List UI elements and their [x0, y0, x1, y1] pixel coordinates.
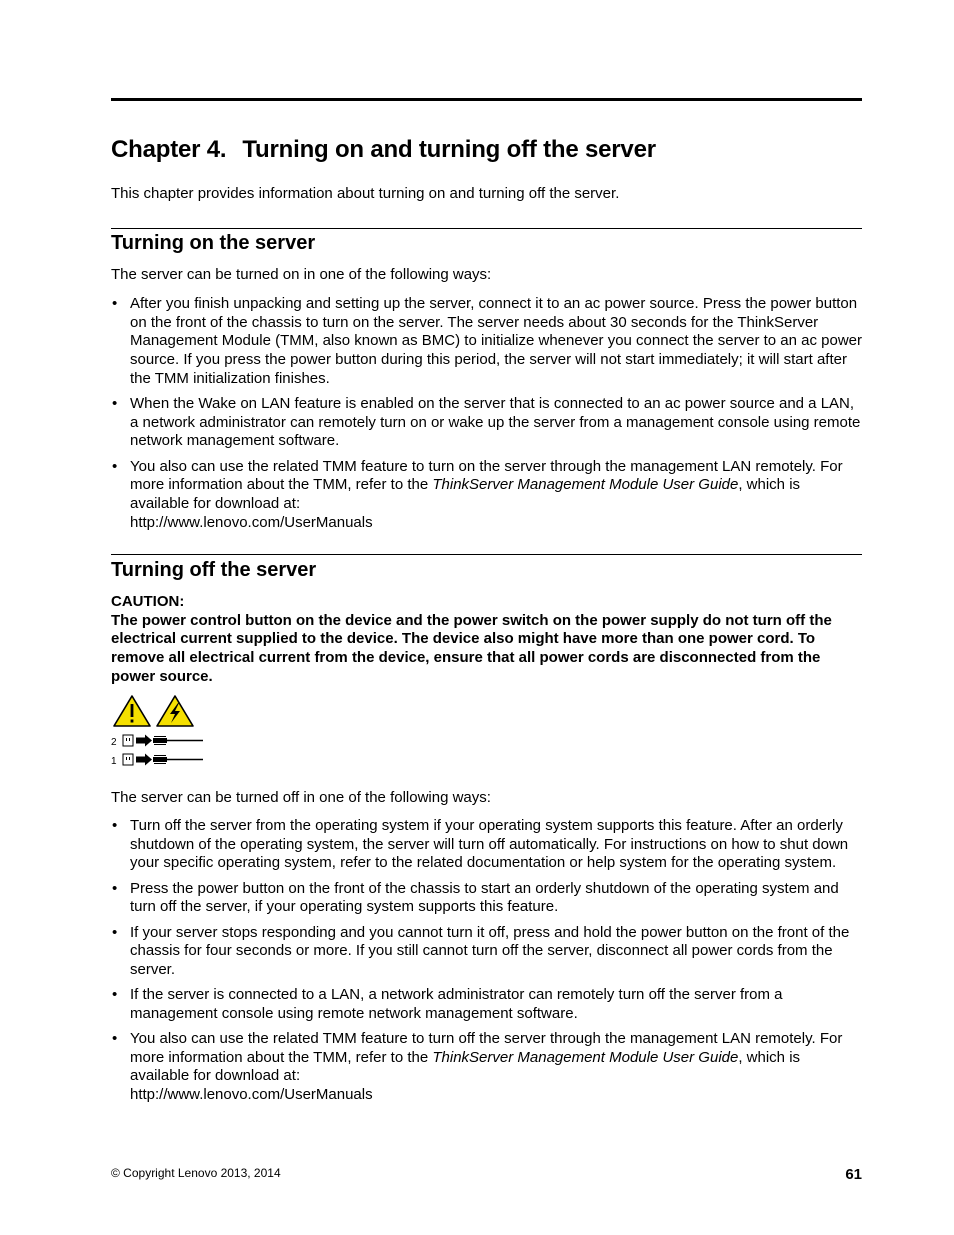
user-manuals-link[interactable]: http://www.lenovo.com/UserManuals	[130, 513, 373, 531]
section-off-list	[111, 817, 862, 1111]
list-item: • You also can use the related TMM feature to turn on the server through the management LAN remotely. For more information about the TMM, refer to the ThinkServer Management Module User Guide, which is available for download at: http://www.lenovo.com/UserManuals	[112, 457, 843, 531]
warning-triangle-icon	[114, 696, 150, 726]
list-item: • You also can use the related TMM feature to turn off the server through the management LAN remotely. For more information about the TMM, refer to the ThinkServer Management Module User Guide, which is available for download at: http://www.lenovo.com/UserManuals	[112, 1030, 843, 1104]
user-manuals-link[interactable]: http://www.lenovo.com/UserManuals	[130, 1086, 373, 1104]
caution-label: CAUTION:	[111, 593, 185, 610]
caution-text: The power control button on the device and the power switch on the power supply do not turn off the electrical current supplied to the device. The device also might have more than one power cord. To remove all electrical current from the device, ensure that all power cords are disconnected from the power source.	[111, 611, 832, 685]
list-item: • Press the power button on the front of the chassis to start an orderly shutdown of the operating system and turn off the server, if your operating system supports this feature.	[112, 879, 839, 916]
chapter-number: Chapter 4.	[111, 136, 227, 163]
list-item: • If the server is connected to a LAN, a network administrator can remotely turn off the server from a management console using remote network management software.	[112, 986, 783, 1022]
guide-title: ThinkServer Management Module User Guide	[432, 1048, 739, 1066]
list-item: • After you finish unpacking and setting up the server, connect it to an ac power source. Press the power button on the front of the chassis to turn on the server. The server needs about 30 seconds for the ThinkServer Management Module (TMM, also known as BMC) to initialize whenever you connect the server to an ac power source. If you press the power button during this period, the server will not start immediately; it will start after the TMM initialization finishes.	[112, 295, 863, 387]
chapter-top-rule	[111, 98, 862, 101]
safety-symbols	[108, 694, 208, 768]
list-item: • If your server stops responding and you cannot turn it off, press and hold the power button on the front of the chassis for four seconds or more. If you still cannot turn off the server, disconnect all power cords from the server.	[112, 923, 850, 978]
chapter-title-text: Turning on and turning off the server	[242, 136, 656, 163]
section-on-lead: The server can be turned on in one of the following ways:	[111, 266, 492, 283]
power-cord-1-icon	[111, 754, 203, 768]
cord-label-1: 1	[111, 756, 117, 767]
chapter-title	[111, 136, 656, 164]
caution-notice	[111, 593, 862, 687]
page-number: 61	[845, 1166, 862, 1183]
section-heading-off: Turning off the server	[111, 559, 317, 581]
electrical-hazard-icon	[157, 696, 193, 726]
cord-label-2: 2	[111, 737, 117, 748]
footer-copyright: © Copyright Lenovo 2013, 2014	[111, 1166, 281, 1180]
section-heading-on: Turning on the server	[111, 232, 316, 254]
list-item: • Turn off the server from the operating system if your operating system supports this feature. After an orderly shutdown of the operating system, the server will turn off automatically. For instructions on how to shut down your specific operating system, refer to the related documentation or help system for the operating system.	[112, 817, 849, 872]
chapter-intro: This chapter provides information about turning on and turning off the server.	[111, 185, 620, 202]
section-off-lead: The server can be turned off in one of the following ways:	[111, 789, 491, 806]
section-on-list	[111, 295, 862, 539]
section-rule-off	[111, 554, 862, 555]
section-rule-on	[111, 228, 862, 229]
list-item: • When the Wake on LAN feature is enabled on the server that is connected to an ac power source and a LAN, a network administrator can remotely turn on or wake up the server from a management console using remote network management software.	[112, 395, 861, 450]
guide-title: ThinkServer Management Module User Guide	[432, 476, 739, 494]
power-cord-2-icon	[111, 735, 203, 749]
